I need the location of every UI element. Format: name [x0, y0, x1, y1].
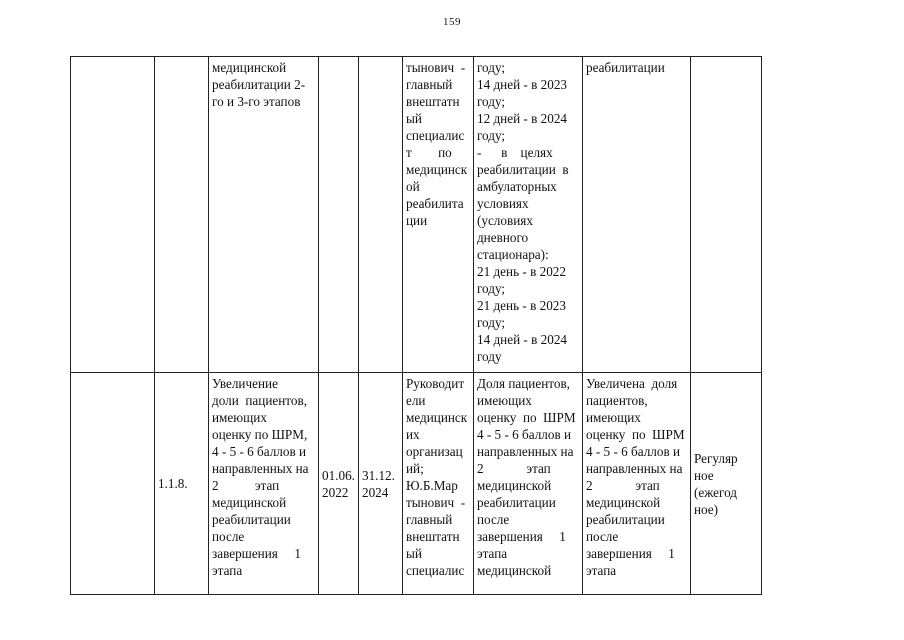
cell-line: Увеличение [212, 376, 278, 391]
responsible-cell [402, 373, 473, 595]
cell-line: году; [476, 281, 506, 296]
cell-line: направленных на [476, 444, 574, 459]
cell-line: 2 этап [476, 461, 551, 476]
table-row [71, 373, 762, 595]
cell-line: ой [405, 179, 420, 194]
cell-line: 12 дней - в 2024 [476, 111, 568, 126]
cell-line: 4 - 5 - 6 баллов и [212, 444, 307, 459]
page-number: 159 [443, 16, 461, 28]
cell-line: ый [405, 546, 422, 561]
cell-line: внештатн [405, 94, 460, 109]
cell-line: условиях [476, 196, 529, 211]
cell-line: (условиях [476, 213, 533, 228]
cell-line: их [405, 427, 420, 442]
cell-line: т по [405, 145, 452, 160]
cell-line: специалис [405, 128, 465, 143]
cell-line: организац [405, 444, 463, 459]
item-number-cell: 1.1.8. [155, 373, 209, 595]
cell-line: медицинской [212, 60, 287, 75]
cell-line: после [212, 529, 245, 544]
cell-line: ное) [693, 501, 719, 517]
cell-line: стационара): [476, 247, 549, 262]
cell-line: 14 дней - в 2023 [476, 77, 568, 92]
cell-line: медицинской [476, 563, 552, 578]
cell-line: ий; [405, 461, 424, 476]
cell-line: направленных на [212, 461, 309, 476]
end-date-cell [358, 57, 402, 373]
cell-line: этапа [585, 563, 617, 578]
measures-table [70, 56, 762, 595]
item-number-cell [155, 57, 209, 373]
cell-line: специалис [405, 563, 465, 578]
periodicity-cell [690, 373, 761, 595]
cell-line: оценку по ШРМ, [212, 427, 308, 442]
cell-line: главный [405, 512, 453, 527]
cell-line: 4 - 5 - 6 баллов и [585, 444, 681, 459]
cell-line: 21 день - в 2022 [476, 264, 566, 279]
cell-line: ели [405, 393, 426, 408]
blank-cell [71, 57, 155, 373]
cell-line: го и 3-го этапов [212, 94, 301, 109]
action-cell [209, 57, 319, 373]
cell-line: оценку по ШРМ [585, 427, 685, 442]
cell-line: реабилитации 2- [212, 77, 306, 92]
cell-line: завершения 1 [476, 529, 566, 544]
cell-line: медицинск [405, 162, 468, 177]
cell-line: реабилитации [476, 495, 556, 510]
cell-line: завершения 1 [585, 546, 675, 561]
cell-line: амбулаторных [476, 179, 557, 194]
cell-line: 2 этап [585, 478, 660, 493]
cell-line: 4 - 5 - 6 баллов и [476, 427, 572, 442]
cell-line: году; [476, 315, 506, 330]
cell-line: реабилитации в [476, 162, 569, 177]
cell-line: имеющих [476, 393, 532, 408]
cell-line: направленных на [585, 461, 683, 476]
action-cell [209, 373, 319, 595]
cell-line: реабилитации [585, 512, 665, 527]
cell-line: пациентов, [585, 393, 648, 408]
cell-line: Руководит [405, 376, 465, 391]
cell-line: Ю.Б.Мар [405, 478, 458, 493]
cell-line: 21 день - в 2023 [476, 298, 566, 313]
start-date-cell [319, 57, 359, 373]
result-cell [582, 57, 690, 373]
cell-line: медицинской [212, 495, 287, 510]
start-date-cell: 01.06. 2022 [319, 373, 359, 595]
cell-line: медицинской [585, 495, 661, 510]
cell-line: году; [476, 128, 506, 143]
cell-line: тынович - [405, 60, 466, 75]
cell-line: главный [405, 77, 453, 92]
cell-line: реабилитации [212, 512, 291, 527]
cell-line: внештатн [405, 529, 460, 544]
cell-line: имеющих [585, 410, 641, 425]
cell-line: 2 этап [212, 478, 280, 493]
end-date-cell: 31.12. 2024 [358, 373, 402, 595]
cell-line: этапа [212, 563, 243, 578]
table-row [71, 57, 762, 373]
cell-line: после [476, 512, 510, 527]
cell-line: медицинск [405, 410, 468, 425]
cell-line: реабилита [405, 196, 464, 211]
cell-line: этапа [476, 546, 508, 561]
responsible-cell [402, 57, 473, 373]
cell-line: медицинской [476, 478, 552, 493]
cell-line: завершения 1 [212, 546, 301, 561]
cell-line: ый [405, 111, 422, 126]
cell-line: дневного [476, 230, 529, 245]
result-cell [582, 373, 690, 595]
cell-line: году; [476, 94, 506, 109]
cell-line: 14 дней - в 2024 [476, 332, 568, 347]
cell-line: ции [405, 213, 428, 228]
cell-line: Регуляр [693, 450, 738, 466]
cell-line: реабилитации [585, 60, 665, 75]
cell-line: тынович - [405, 495, 466, 510]
cell-line: году [476, 349, 502, 364]
indicator-cell [473, 373, 582, 595]
cell-line: ное [693, 467, 714, 483]
cell-line: имеющих [212, 410, 267, 425]
cell-line: - в целях [476, 145, 553, 160]
cell-line: оценку по ШРМ [476, 410, 576, 425]
blank-cell [71, 373, 155, 595]
cell-line: Увеличена доля [585, 376, 678, 391]
cell-line: году; [476, 60, 506, 75]
cell-line: после [585, 529, 619, 544]
cell-line: доли пациентов, [212, 393, 308, 408]
periodicity-cell [690, 57, 761, 373]
cell-line: Доля пациентов, [476, 376, 570, 391]
indicator-cell [473, 57, 582, 373]
cell-line: (ежегод [693, 484, 738, 500]
